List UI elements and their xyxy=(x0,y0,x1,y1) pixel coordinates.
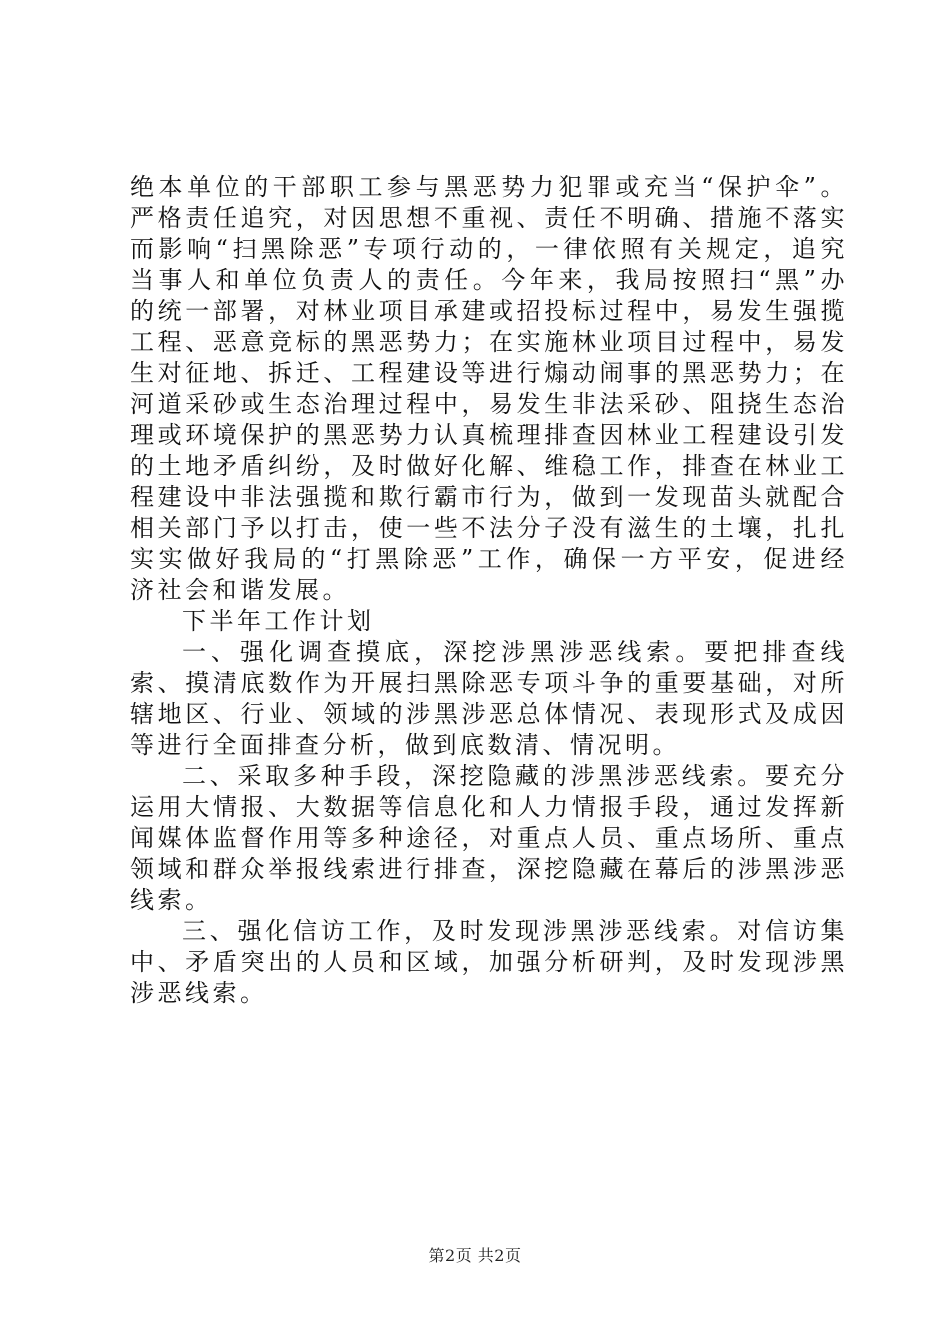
document-body xyxy=(130,172,848,1009)
paragraph-plan-item-2: 二、采取多种手段，深挖隐藏的涉黑涉恶线索。要充分运用大情报、大数据等信息化和人力情报手段，通过发挥新闻媒体监督作用等多种途径，对重点人员、重点场所、重点领域和群众举报线索进行排查，深挖隐藏在幕后的涉黑涉恶线索。 xyxy=(130,762,848,914)
paragraph-continuation: 绝本单位的干部职工参与黑恶势力犯罪或充当“保护伞”。严格责任追究，对因思想不重视、责任不明确、措施不落实而影响“扫黑除恶”专项行动的，一律依照有关规定，追究当事人和单位负责人的责任。今年来，我局按照扫“黑”办的统一部署，对林业项目承建或招投标过程中，易发生强揽工程、恶意竞标的黑恶势力；在实施林业项目过程中，易发生对征地、拆迁、工程建设等进行煽动闹事的黑恶势力；在河道采砂或生态治理过程中，易发生非法采砂、阻挠生态治理或环境保护的黑恶势力认真梳理排查因林业工程建设引发的土地矛盾纠纷，及时做好化解、维稳工作，排查在林业工程建设中非法强揽和欺行霸市行为，做到一发现苗头就配合相关部门予以打击，使一些不法分子没有滋生的土壤，扎扎实实做好我局的“打黑除恶”工作，确保一方平安，促进经济社会和谐发展。 xyxy=(130,173,848,604)
section-heading-plan: 下半年工作计划 xyxy=(182,607,375,635)
paragraph-plan-item-1: 一、强化调查摸底，深挖涉黑涉恶线索。要把排查线索、摸清底数作为开展扫黑除恶专项斗争的重要基础，对所辖地区、行业、领域的涉黑涉恶总体情况、表现形式及成因等进行全面排查分析，做到底数清、情况明。 xyxy=(130,638,848,759)
paragraph-plan-item-3: 三、强化信访工作，及时发现涉黑涉恶线索。对信访集中、矛盾突出的人员和区域，加强分析研判，及时发现涉黑涉恶线索。 xyxy=(130,917,848,1007)
page-number-footer: 第2页 共2页 xyxy=(428,1246,522,1265)
